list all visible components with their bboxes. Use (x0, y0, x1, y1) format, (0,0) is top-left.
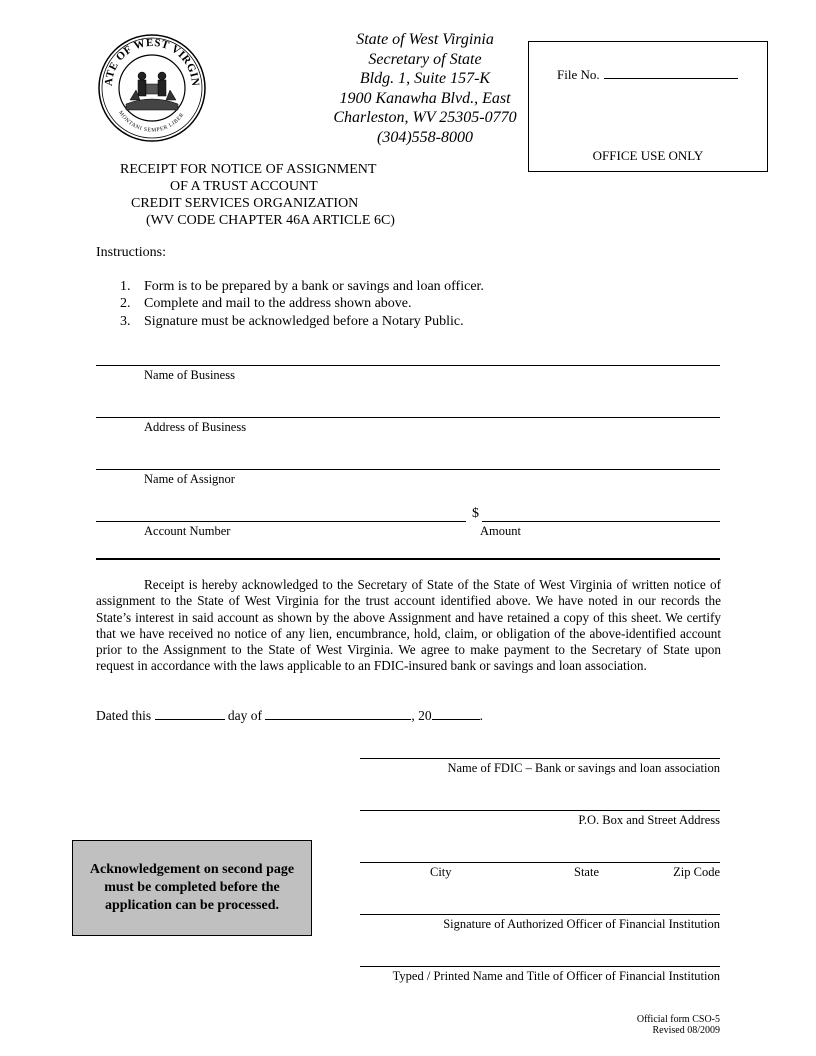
instruction-number: 3. (120, 314, 131, 329)
instruction-item (120, 296, 412, 312)
city-label: City (430, 865, 452, 879)
receipt-paragraph-text: Receipt is hereby acknowledged to the Secretary of State of the State of West Virginia of written notice of assignment to the State of West Virginia for the trust account identified above. We have noted in our records the State’s interest in said account as shown by the above Assignment and have retained a copy of this sheet. We certify that we have received no notice of any lien, encumbrance, hold, claim, or obligation of the above-identified account prior to the Assignment to the State of West Virginia. We agree to make payment to the Secretary of State upon request in accordance with the laws applicable to an FDIC-insured bank or savings and loan association. (96, 577, 721, 674)
year-prefix: , 20 (411, 708, 432, 723)
seal-motto: MONTANI SEMPER LIBER (117, 109, 186, 134)
instruction-number: 1. (120, 279, 131, 294)
year-blank[interactable] (432, 707, 480, 720)
title-line-3: CREDIT SERVICES ORGANIZATION (131, 196, 359, 211)
account-number-label: Account Number (144, 524, 231, 538)
dated-line (96, 707, 483, 724)
header-line-city: Charleston, WV 25305-0770 (333, 109, 517, 126)
file-no-label: File No. (557, 67, 600, 82)
form-footer (637, 1014, 720, 1036)
dollar-sign: $ (472, 506, 479, 521)
name-of-assignor-label: Name of Assignor (144, 472, 235, 486)
name-of-business-label: Name of Business (144, 368, 235, 382)
po-box-line[interactable] (360, 810, 720, 811)
instruction-item (120, 279, 484, 295)
agency-address-header (280, 30, 570, 147)
instruction-text: Signature must be acknowledged before a Notary Public. (144, 314, 464, 329)
office-use-label: OFFICE USE ONLY (592, 148, 704, 163)
po-box-label: P.O. Box and Street Address (578, 813, 720, 827)
seal-graphic (96, 30, 208, 158)
typed-name-label: Typed / Printed Name and Title of Officer of Financial Institution (392, 969, 720, 983)
instruction-number: 2. (120, 296, 131, 311)
header-line-agency-state: State of West Virginia (356, 31, 494, 48)
form-number: Official form CSO-5 (636, 1014, 720, 1025)
address-of-business-line[interactable] (96, 417, 720, 418)
fdic-name-line[interactable] (360, 758, 720, 759)
acknowledgement-notice-text: Acknowledgement on second page must be completed before the application can be processed. (89, 862, 295, 913)
amount-line[interactable] (482, 521, 720, 522)
state-seal (96, 30, 208, 158)
instructions-heading: Instructions: (96, 245, 166, 260)
header-line-street: 1900 Kanawha Blvd., East (339, 89, 511, 107)
day-of-label: day of (227, 708, 262, 723)
instruction-item (120, 314, 464, 330)
seal-top-text: ATE OF WEST VIRGIN (102, 36, 202, 87)
day-blank[interactable] (155, 707, 225, 720)
amount-label: Amount (480, 524, 521, 538)
section-divider (96, 558, 720, 560)
acknowledgement-notice (72, 840, 312, 936)
signature-label: Signature of Authorized Officer of Financial Institution (443, 917, 720, 931)
name-of-assignor-line[interactable] (96, 469, 720, 470)
title-line-1: RECEIPT FOR NOTICE OF ASSIGNMENT (120, 162, 377, 177)
month-blank[interactable] (265, 707, 411, 720)
file-no-blank[interactable] (604, 66, 738, 79)
title-line-4: (WV CODE CHAPTER 46A ARTICLE 6C) (146, 213, 395, 228)
state-label: State (574, 865, 599, 879)
dated-prefix: Dated this (96, 708, 152, 723)
header-line-phone: (304)558-8000 (377, 128, 473, 146)
svg-text:STATE OF WEST VIRGINIA (96, 30, 201, 87)
office-use-box (528, 41, 768, 172)
account-number-line[interactable] (96, 521, 466, 522)
address-of-business-label: Address of Business (144, 420, 247, 434)
zip-code-label: Zip Code (673, 865, 720, 879)
header-line-building: Bldg. 1, Suite 157-K (359, 70, 491, 87)
signature-line[interactable] (360, 914, 720, 915)
revision-date: Revised 08/2009 (652, 1025, 720, 1036)
instruction-text: Form is to be prepared by a bank or savings and loan officer. (144, 279, 484, 294)
city-state-zip-line[interactable] (360, 862, 720, 863)
header-line-office: Secretary of State (368, 50, 482, 68)
fdic-name-label: Name of FDIC – Bank or savings and loan association (447, 761, 720, 775)
receipt-paragraph (96, 577, 721, 675)
name-of-business-line[interactable] (96, 365, 720, 366)
title-line-2: OF A TRUST ACCOUNT (170, 179, 318, 194)
file-no-field (557, 66, 738, 83)
typed-name-line[interactable] (360, 966, 720, 967)
dated-end: . (479, 708, 483, 723)
instruction-text: Complete and mail to the address shown above. (144, 296, 412, 311)
